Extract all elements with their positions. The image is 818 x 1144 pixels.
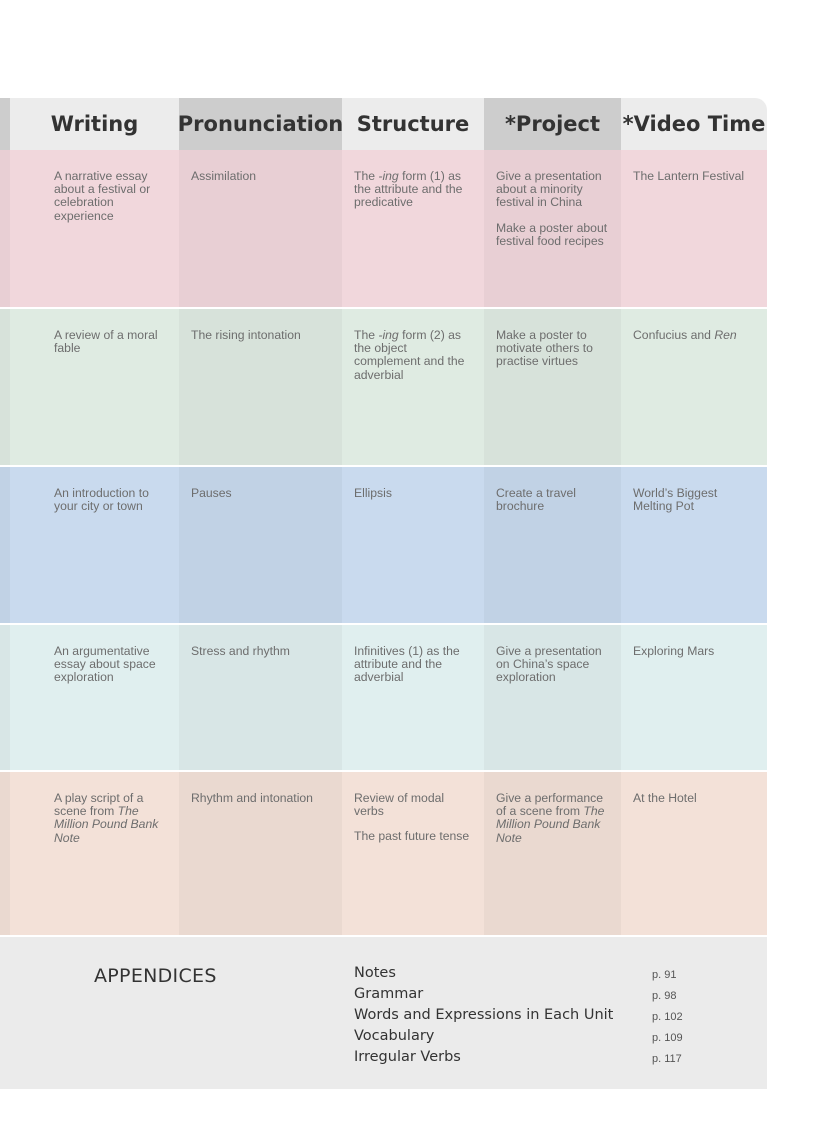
cell-video bbox=[621, 467, 767, 525]
cell-text: Give a performance of a scene from The Million Pound Bank Note bbox=[496, 791, 605, 845]
cell-pronunciation bbox=[179, 772, 342, 817]
cell-writing bbox=[40, 309, 179, 367]
cell-pronunciation bbox=[179, 309, 342, 354]
cell-text: Stress and rhythm bbox=[191, 644, 290, 658]
cell-text: Make a poster about festival food recipes bbox=[496, 220, 608, 248]
appendix-page-words: p. 102 bbox=[652, 1011, 683, 1023]
header-video-time: *Video Time bbox=[622, 112, 766, 136]
appendices-list bbox=[354, 963, 613, 1068]
cell-project bbox=[484, 150, 621, 260]
cell-structure bbox=[342, 150, 484, 222]
cell-project bbox=[484, 625, 621, 697]
cell-structure bbox=[342, 772, 484, 856]
cell-structure bbox=[342, 467, 484, 512]
appendix-item-vocabulary[interactable]: Vocabulary bbox=[354, 1028, 435, 1044]
cell-structure bbox=[342, 625, 484, 697]
cell-writing bbox=[40, 625, 179, 697]
cell-text: The rising intonation bbox=[191, 328, 301, 342]
appendix-item-notes[interactable]: Notes bbox=[354, 965, 396, 981]
header-shade-left bbox=[0, 98, 10, 150]
appendix-page-vocabulary: p. 109 bbox=[652, 1032, 683, 1044]
table-row bbox=[0, 625, 767, 770]
cell-text: World’s Biggest Melting Pot bbox=[633, 486, 718, 514]
row-shade bbox=[0, 309, 10, 465]
cell-text: Exploring Mars bbox=[633, 644, 715, 658]
appendix-item-grammar[interactable]: Grammar bbox=[354, 986, 424, 1002]
cell-text: A play script of a scene from The Million Pound Bank Note bbox=[54, 791, 159, 845]
cell-text: Give a presentation on China’s space exploration bbox=[496, 644, 602, 685]
cell-writing bbox=[40, 150, 179, 235]
row-shade bbox=[0, 467, 10, 623]
cell-structure bbox=[342, 309, 484, 394]
cell-pronunciation bbox=[179, 625, 342, 670]
cell-text: Pauses bbox=[191, 486, 232, 500]
cell-text: Assimilation bbox=[191, 169, 257, 183]
cell-text: At the Hotel bbox=[633, 791, 697, 805]
cell-pronunciation bbox=[179, 150, 342, 195]
cell-text: Give a presentation about a minority festival in China bbox=[496, 169, 602, 210]
cell-text: The -ing form (1) as the attribute and the predicative bbox=[354, 169, 463, 210]
row-shade bbox=[0, 150, 10, 307]
cell-video bbox=[621, 309, 767, 354]
appendices-section bbox=[0, 937, 767, 1089]
cell-text: Ellipsis bbox=[354, 486, 392, 500]
cell-video bbox=[621, 772, 767, 817]
header-writing: Writing bbox=[50, 112, 139, 136]
cell-text: Create a travel brochure bbox=[496, 486, 576, 514]
cell-writing bbox=[40, 467, 179, 525]
table-row bbox=[0, 309, 767, 465]
cell-project bbox=[484, 467, 621, 525]
header-pronunciation: Pronunciation bbox=[177, 112, 344, 136]
table-row bbox=[0, 772, 767, 935]
header-structure: Structure bbox=[356, 112, 470, 136]
cell-pronunciation bbox=[179, 467, 342, 512]
appendix-item-irregular-verbs[interactable]: Irregular Verbs bbox=[354, 1049, 461, 1065]
cell-text: Make a poster to motivate others to practise virtues bbox=[496, 328, 593, 369]
cell-video bbox=[621, 150, 767, 195]
cell-text: Infinitives (1) as the attribute and the adverbial bbox=[354, 644, 460, 685]
cell-writing bbox=[40, 772, 179, 857]
table-row bbox=[0, 150, 767, 307]
cell-text: The -ing form (2) as the object complement and the adverbial bbox=[354, 328, 465, 382]
appendices-pages bbox=[652, 965, 683, 1070]
cell-text: Review of modal verbs bbox=[354, 791, 445, 819]
header-project: *Project bbox=[504, 112, 601, 136]
cell-project bbox=[484, 309, 621, 381]
cell-project bbox=[484, 772, 621, 857]
cell-text: The past future tense bbox=[354, 829, 470, 844]
cell-text: An introduction to your city or town bbox=[54, 486, 149, 514]
appendix-page-grammar: p. 98 bbox=[652, 990, 677, 1002]
row-shade bbox=[0, 625, 10, 770]
appendices-title: APPENDICES bbox=[94, 965, 217, 987]
cell-text: Confucius and Ren bbox=[633, 328, 737, 342]
appendix-page-notes: p. 91 bbox=[652, 969, 677, 981]
cell-text: An argumentative essay about space exploration bbox=[54, 644, 156, 685]
appendix-page-irregular-verbs: p. 117 bbox=[652, 1053, 682, 1065]
cell-video bbox=[621, 625, 767, 670]
row-shade bbox=[0, 772, 10, 935]
cell-text: The Lantern Festival bbox=[633, 169, 745, 183]
cell-text: Rhythm and intonation bbox=[191, 791, 313, 805]
cell-text: A review of a moral fable bbox=[54, 328, 158, 356]
appendix-item-words[interactable]: Words and Expressions in Each Unit bbox=[354, 1007, 614, 1023]
table-row bbox=[0, 467, 767, 623]
cell-text: A narrative essay about a festival or celebration experience bbox=[54, 169, 151, 223]
